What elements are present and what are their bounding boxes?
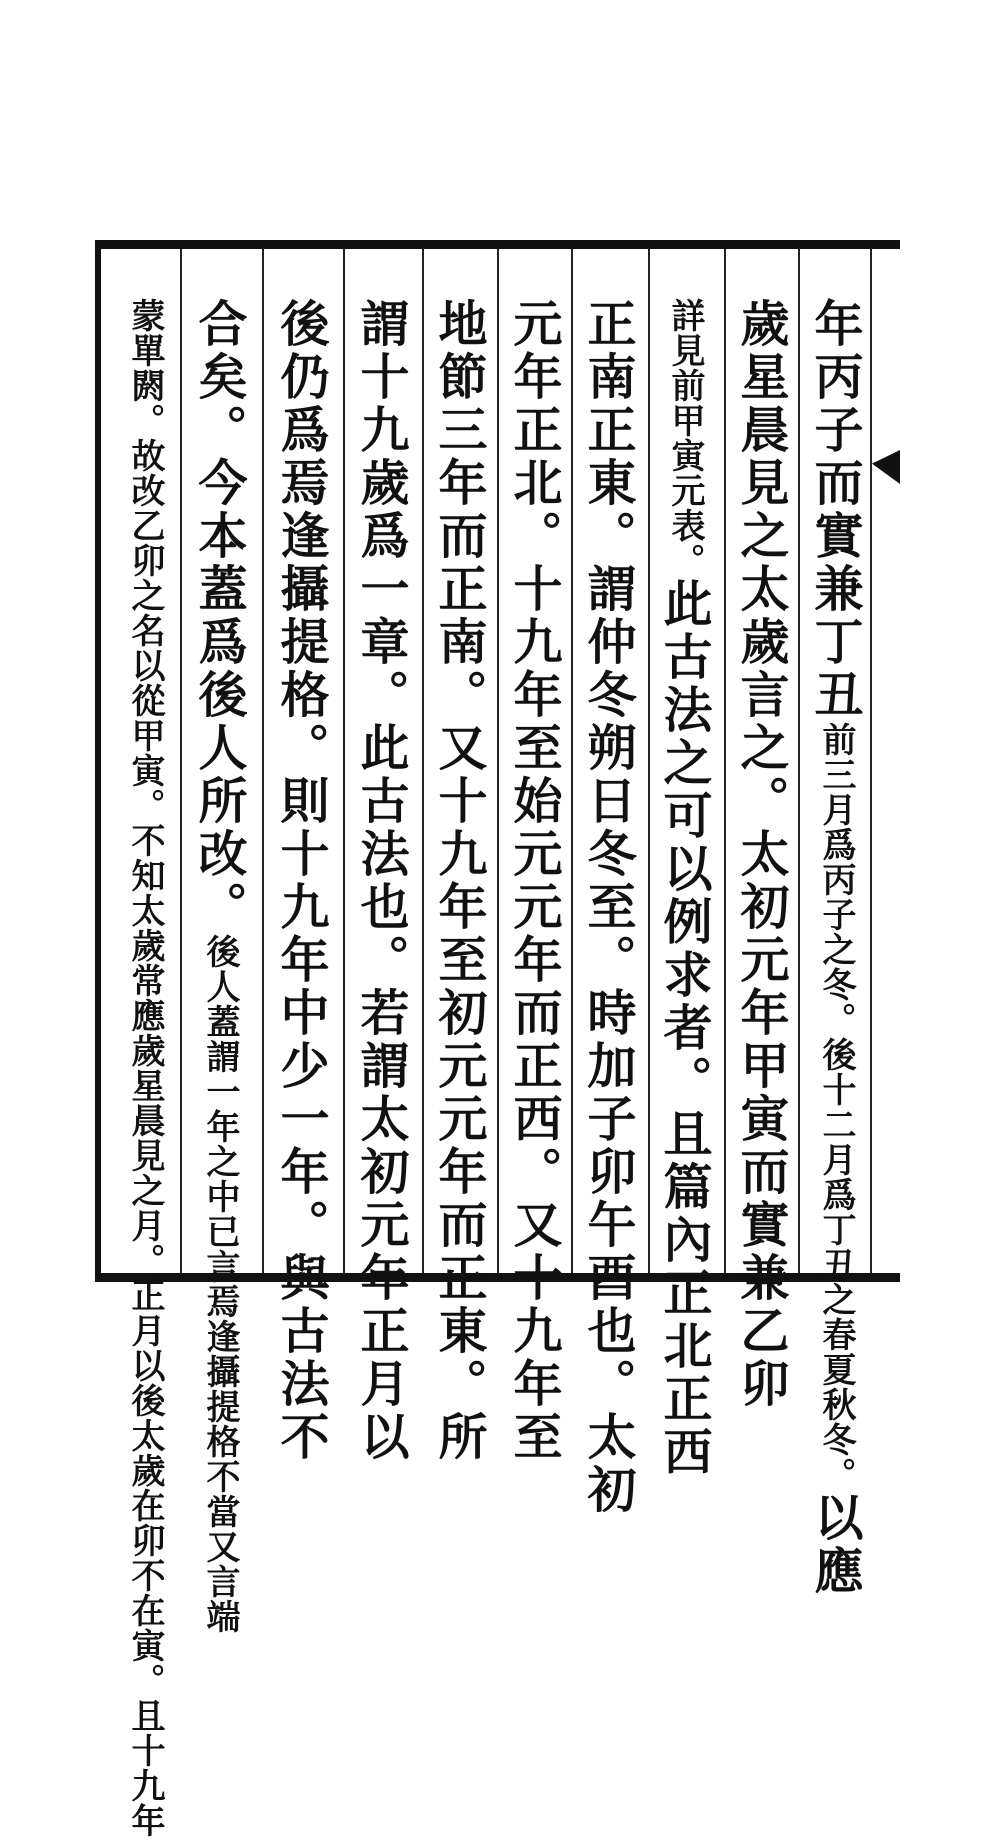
text-column-8 — [271, 298, 333, 1464]
column-rule — [343, 249, 345, 1273]
column-rule — [724, 249, 726, 1273]
text-column-6 — [429, 298, 491, 1464]
column-rule — [497, 249, 499, 1273]
annotation-text: 前三月爲丙子之冬。後十二月爲丁丑之春夏秋冬。 — [816, 722, 856, 1492]
column-rule — [798, 249, 800, 1273]
text-column-4 — [578, 298, 640, 1517]
text-column-10 — [125, 298, 165, 1838]
text-column-2 — [731, 298, 793, 1411]
main-text: 年丙子而實兼丁丑 — [807, 298, 865, 722]
main-text: 元年正北。十九年至始元元年而正西。又十九年至 — [506, 298, 564, 1464]
column-rule — [571, 249, 573, 1273]
main-text: 正南正東。謂仲冬朔日冬至。時加子卯午酉也。太初 — [580, 298, 638, 1517]
column-rule — [262, 249, 264, 1273]
main-text: 歲星晨見之太歲言之。太初元年甲寅而實兼乙卯 — [733, 298, 791, 1411]
text-column-1 — [805, 298, 867, 1598]
text-column-3 — [654, 298, 716, 1479]
main-text: 地節三年而正南。又十九年至初元元年而正東。所 — [431, 298, 489, 1464]
column-rule — [648, 249, 650, 1273]
annotation-text: 蒙單閼。故改乙卯之名以從甲寅。不知太歲常應歲星晨見之月。正月以後太歲在卯不在寅。且十九年 — [125, 298, 165, 1838]
text-column-9 — [189, 298, 251, 1634]
text-column-7 — [351, 298, 413, 1464]
annotation-text: 詳見前甲寅元表。 — [665, 298, 705, 578]
text-column-5 — [504, 298, 566, 1464]
annotation-text: 後人蓋謂一年之中已言焉逢攝提格不當又言端 — [200, 934, 240, 1634]
main-text: 謂十九歲爲一章。此古法也。若謂太初元年正月以 — [353, 298, 411, 1464]
column-rule — [180, 249, 182, 1273]
column-rule — [870, 249, 872, 1273]
main-text: 合矣。今本蓋爲後人所改。 — [191, 298, 249, 934]
main-text: 此古法之可以例求者。且篇內正北正西 — [656, 578, 714, 1479]
column-rule — [422, 249, 424, 1273]
main-text: 以應 — [807, 1492, 865, 1598]
main-text: 後仍爲焉逢攝提格。則十九年中少一年。與古法不 — [273, 298, 331, 1464]
